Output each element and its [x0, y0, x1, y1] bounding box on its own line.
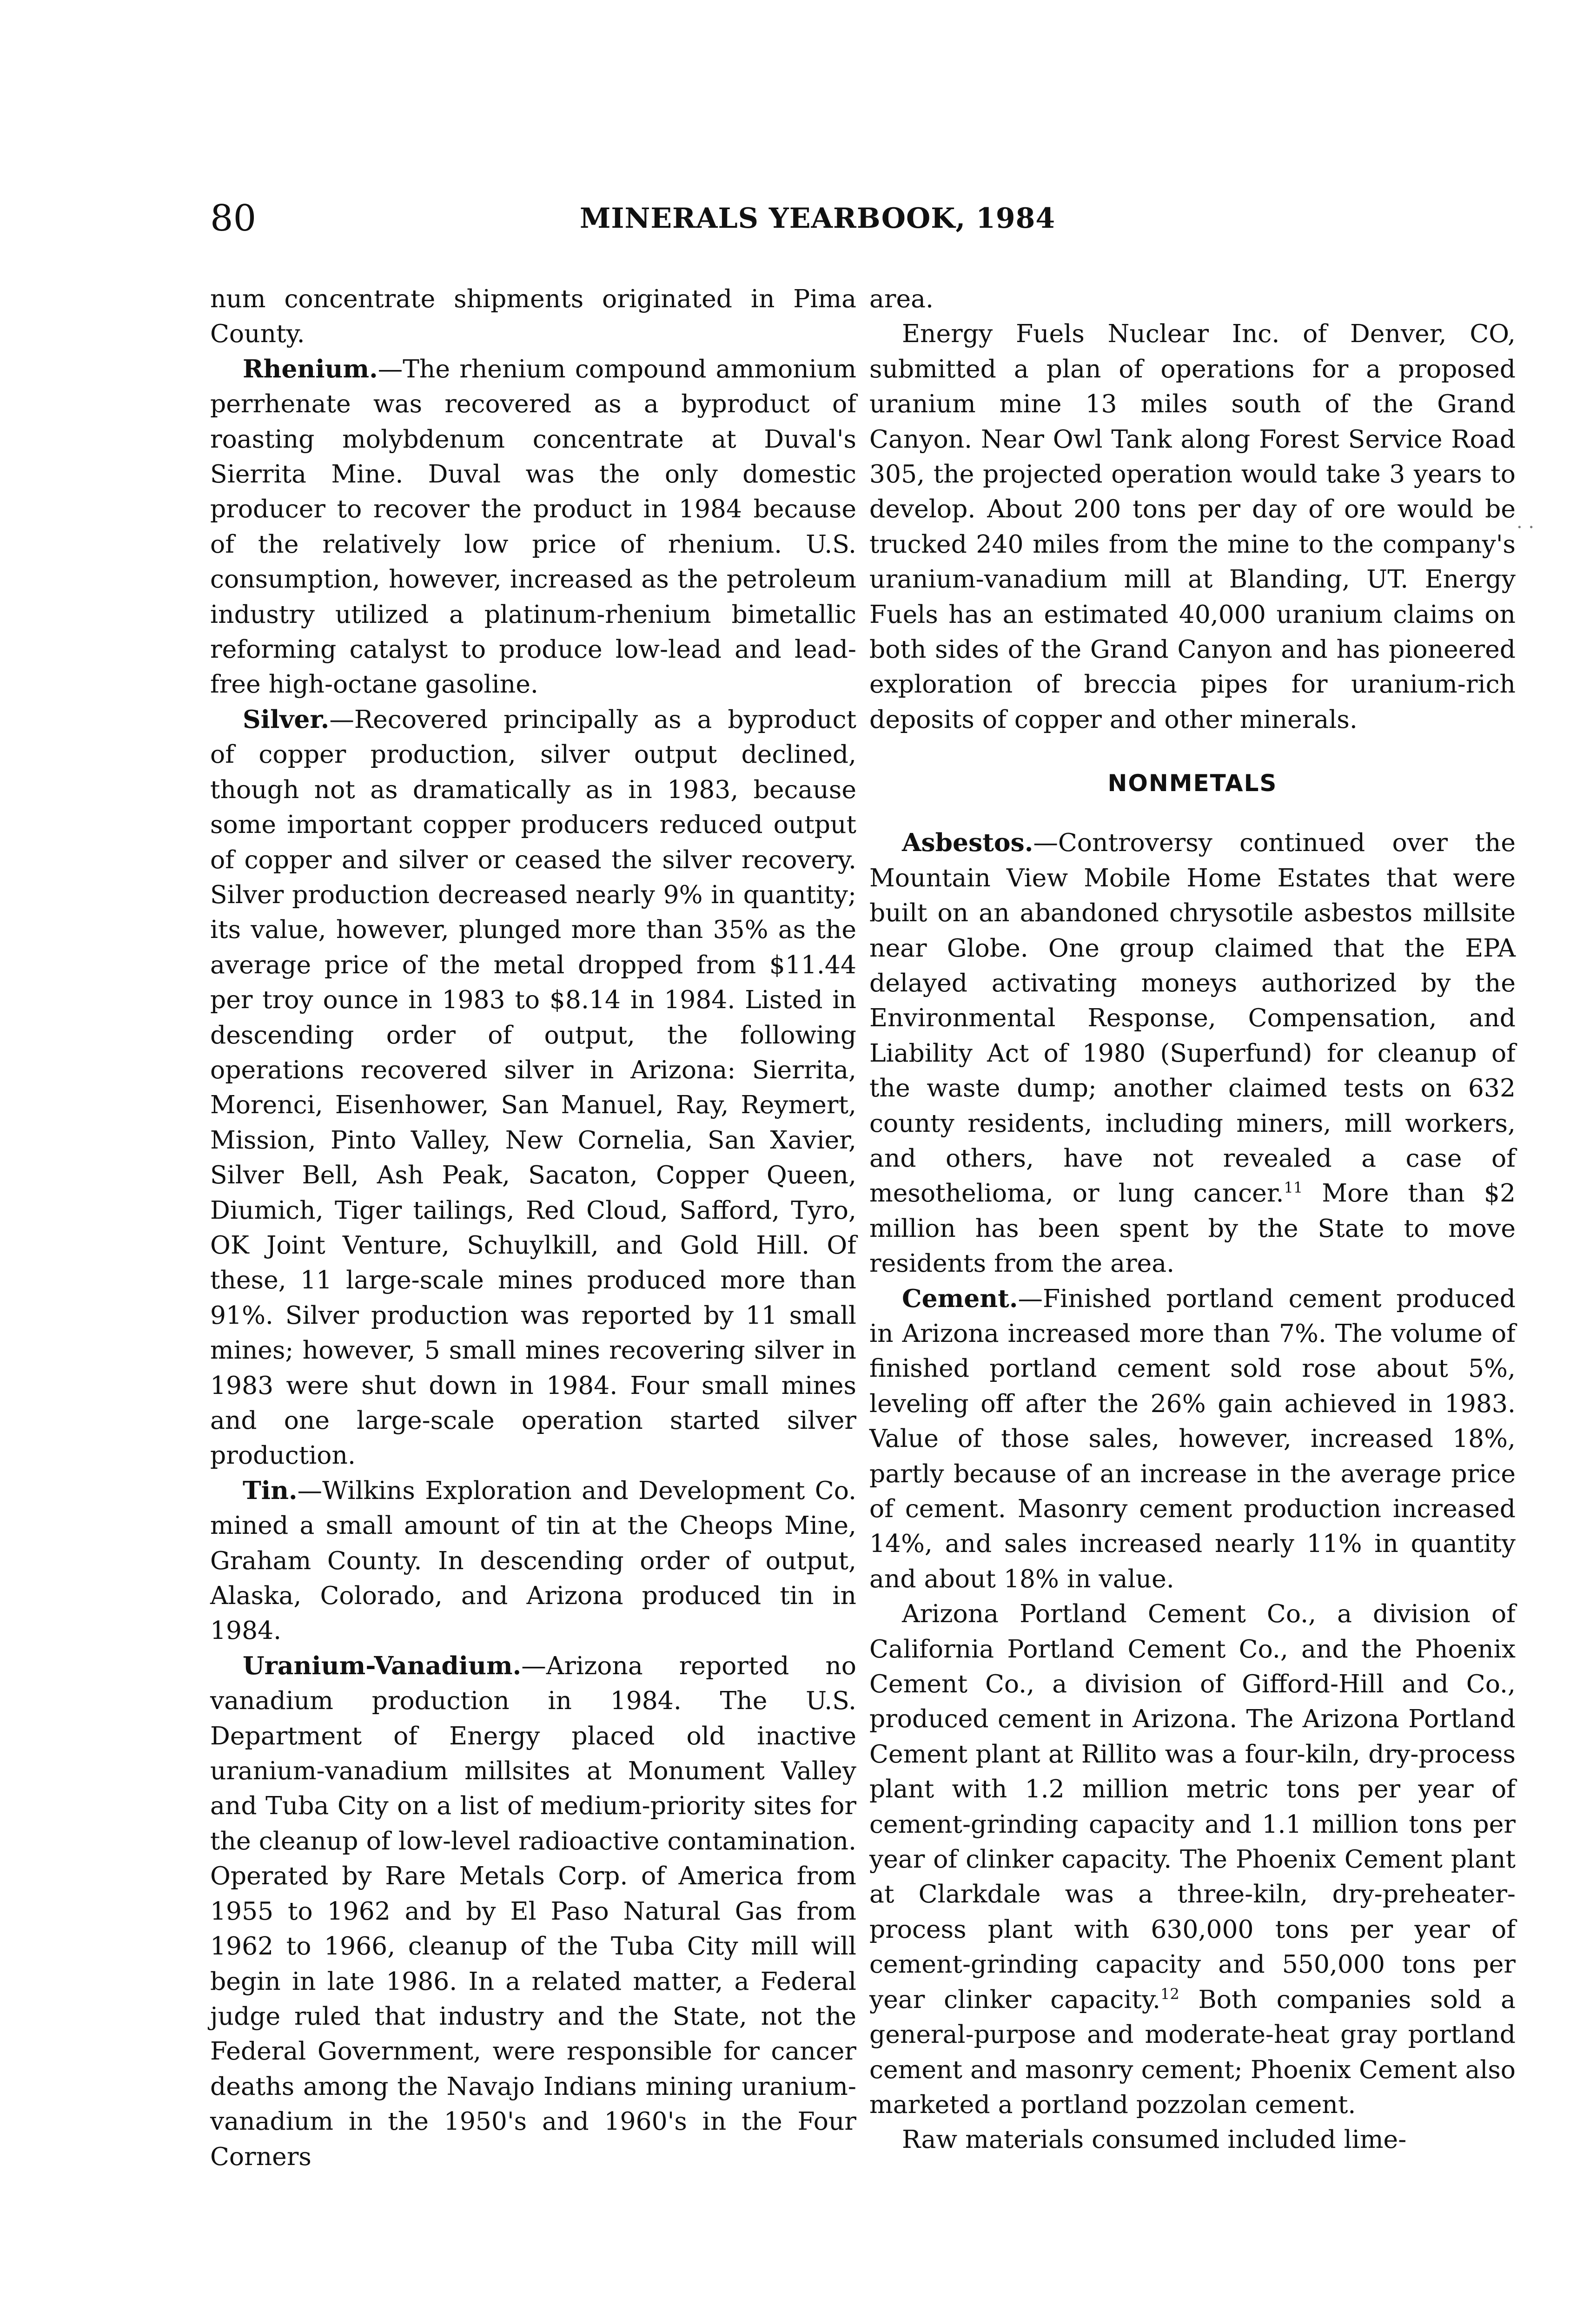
paragraph-text: —Wilkins Exploration and Development Co. mined a small amount of tin at the Cheops Mine, Graham County. In descending order of output, Alaska, Colorado, and Arizona produced tin in 1984. — [210, 1475, 856, 1645]
paragraph-uranium-vanadium — [210, 1648, 856, 2174]
footnote-ref: 11 — [1284, 1179, 1303, 1197]
run-in-heading-tin: Tin. — [243, 1475, 298, 1505]
run-in-heading-rhenium: Rhenium. — [243, 354, 378, 383]
paragraph-text: Raw materials consumed included lime- — [902, 2125, 1407, 2154]
run-in-heading-silver: Silver. — [243, 704, 330, 734]
run-in-heading-uranium-vanadium: Uranium-Vanadium. — [243, 1651, 522, 1680]
paragraph-continuation — [869, 281, 1516, 316]
paragraph-text: Energy Fuels Nuclear Inc. of Denver, CO, submitted a plan of operations for a proposed uranium mine 13 miles south of the Grand Canyon. Near Owl Tank along Forest Service Road 305, the projected operation would take 3 years to develop. About 200 tons per day of ore would be trucked 240 miles from the mine to the company's uranium-vanadium mill at Blanding, UT. Energy Fuels has an estimated 40,000 uranium claims on both sides of the Grand Canyon and has pioneered exploration of breccia pipes for uranium-rich deposits of copper and other minerals. — [869, 319, 1516, 734]
paragraph-cement — [869, 1281, 1516, 1597]
paragraph-text: Both companies sold a general-purpose and moderate-heat gray portland cement and masonry cement; Phoenix Cement also marketed a portland pozzolan cement. — [869, 1984, 1516, 2119]
paragraph-asbestos — [869, 825, 1516, 1281]
paragraph-energy-fuels — [869, 316, 1516, 737]
paragraph-text: —The rhenium compound ammonium perrhenate was recovered as a byproduct of roasting molybdenum concentrate at Duval's Sierrita Mine. Duval was the only domestic producer to recover the product in 1984 because of the relatively low price of rhenium. U.S. consumption, however, increased as the petroleum industry utilized a platinum-rhenium bimetallic reforming catalyst to produce low-lead and lead-free high-octane gasoline. — [210, 354, 856, 699]
page-number: 80 — [210, 198, 257, 239]
paragraph-arizona-portland — [869, 1596, 1516, 2122]
paragraph-text: —Arizona reported no vanadium production in 1984. The U.S. Department of Energy placed old inactive uranium-vanadium millsites at Monument Valley and Tuba City on a list of medium-priority sites for the cleanup of low-level radioactive contamination. Operated by Rare Metals Corp. of America from 1955 to 1962 and by El Paso Natural Gas from 1962 to 1966, cleanup of the Tuba City mill will begin in late 1986. In a related matter, a Federal judge ruled that industry and the State, not the Federal Government, were responsible for cancer deaths among the Navajo Indians mining uranium-vanadium in the 1950's and 1960's in the Four Corners — [210, 1651, 856, 2171]
paragraph-text: —Recovered principally as a byproduct of copper production, silver output declined, though not as dramatically as in 1983, because some important copper producers reduced output of copper and silver or ceased the silver recovery. Silver production decreased nearly 9% in quantity; its value, however, plunged more than 35% as the average price of the metal dropped from $11.44 per troy ounce in 1983 to $8.14 in 1984. Listed in descending order of output, the following operations recovered silver in Arizona: Sierrita, Morenci, Eisenhower, San Manuel, Ray, Reymert, Mission, Pinto Valley, New Cornelia, San Xavier, Silver Bell, Ash Peak, Sacaton, Copper Queen, Diumich, Tiger tailings, Red Cloud, Safford, Tyro, OK Joint Venture, Schuylkill, and Gold Hill. Of these, 11 large-scale mines produced more than 91%. Silver production was reported by 11 small mines; however, 5 small mines recovering silver in 1983 were shut down in 1984. Four small mines and one large-scale operation started silver production. — [210, 704, 856, 1470]
paragraph-text: num concentrate shipments originated in Pima County. — [210, 284, 856, 349]
paragraph-silver — [210, 702, 856, 1473]
margin-mark: · · — [1517, 517, 1535, 538]
paragraph-text: —Controversy continued over the Mountain View Mobile Home Estates that were built on an abandoned chrysotile asbestos millsite near Globe. One group claimed that the EPA delayed activating moneys authorized by the Environmental Response, Compensation, and Liability Act of 1980 (Superfund) for cleanup of the waste dump; another claimed tests on 632 county residents, including miners, mill workers, and others, have not revealed a case of mesothelioma, or lung cancer. — [869, 828, 1516, 1208]
paragraph-text: area. — [869, 284, 934, 313]
paragraph-text: Arizona Portland Cement Co., a division of California Portland Cement Co., and the Phoenix Cement Co., a division of Gifford-Hill and Co., produced cement in Arizona. The Arizona Portland Cement plant at Rillito was a four-kiln, dry-process plant with 1.2 million metric tons per year of cement-grinding capacity and 1.1 million tons per year of clinker capacity. The Phoenix Cement plant at Clarkdale was a three-kiln, dry-preheater-process plant with 630,000 tons per year of cement-grinding capacity and 550,000 tons per year clinker capacity. — [869, 1599, 1516, 2014]
paragraph-tin — [210, 1473, 856, 1648]
run-in-heading-cement: Cement. — [902, 1283, 1018, 1313]
footnote-ref: 12 — [1160, 1985, 1179, 2003]
paragraph-raw-materials — [869, 2122, 1516, 2157]
page-header — [210, 195, 1502, 246]
section-heading-nonmetals: NONMETALS — [1107, 770, 1278, 797]
right-column — [869, 281, 1516, 2157]
paragraph-rhenium — [210, 351, 856, 702]
paragraph-continuation — [210, 281, 856, 351]
paragraph-text: More than $2 million has been spent by the State to move residents from the area. — [869, 1178, 1516, 1278]
run-in-heading-asbestos: Asbestos. — [902, 828, 1033, 858]
running-title: MINERALS YEARBOOK, 1984 — [580, 202, 1056, 235]
left-column — [210, 281, 856, 2174]
paragraph-text: —Finished portland cement produced in Arizona increased more than 7%. The volume of finished portland cement sold rose about 5%, leveling off after the 26% gain achieved in 1983. Value of those sales, however, increased 18%, partly because of an increase in the average price of cement. Masonry cement production increased 14%, and sales increased nearly 11% in quantity and about 18% in value. — [869, 1283, 1516, 1593]
